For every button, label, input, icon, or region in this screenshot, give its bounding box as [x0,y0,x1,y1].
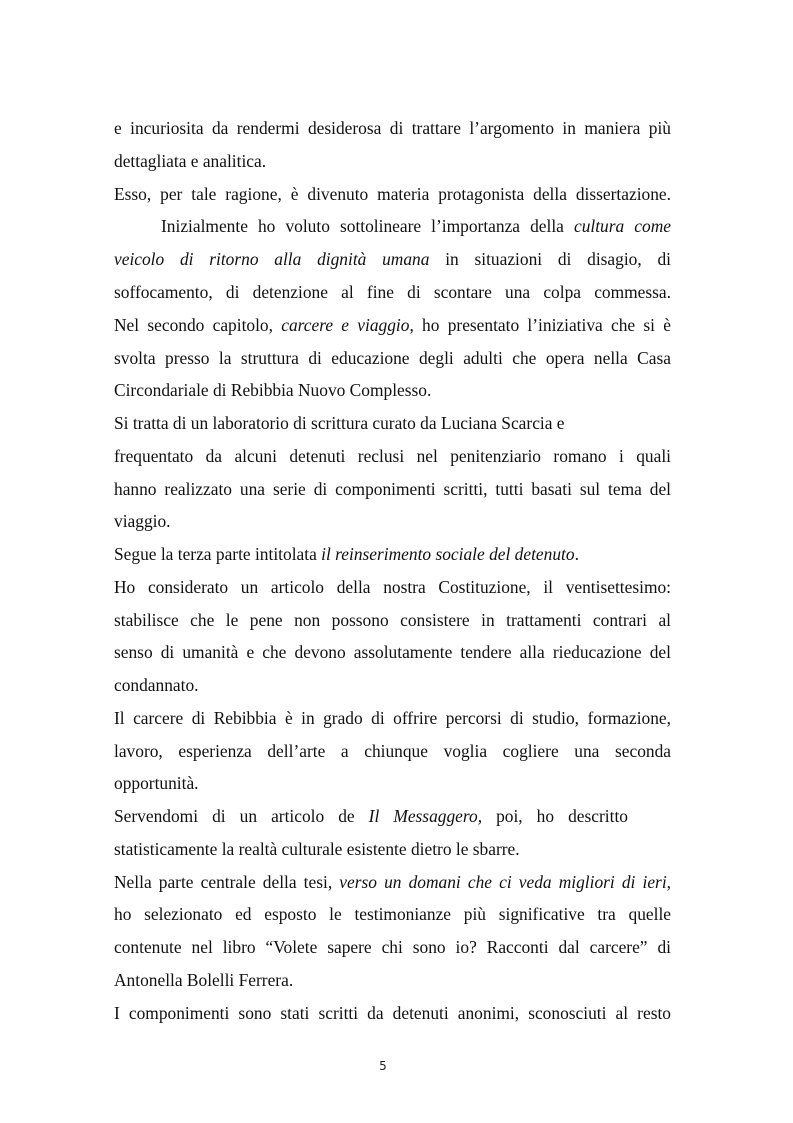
text-run: in situazioni di disagio, di [429,249,671,269]
text-line-05 [114,247,671,271]
text-run: I componimenti sono stati scritti da detenuti anonimi, sconosciuti al resto [114,1003,671,1023]
text-run: statisticamente la realtà culturale esistente dietro le sbarre. [114,839,520,859]
text-run: e incuriosita da rendermi desiderosa di trattare l’argomento in maniera più [114,118,671,138]
text-line-22 [114,804,628,828]
text-line-21 [114,771,199,795]
italic-phrase: veicolo di ritorno alla dignità umana [114,249,430,269]
text-run: opportunità. [114,773,199,793]
text-run: . [574,544,579,564]
text-run: Servendomi di un articolo de [114,806,369,826]
text-line-14 [114,542,579,566]
text-line-18 [114,673,199,697]
text-run: hanno realizzato una serie di componimenti scritti, tutti basati sul tema del [114,479,671,499]
text-line-09 [114,378,431,402]
text-line-02 [114,149,266,173]
text-line-25 [114,902,671,926]
text-run: Esso, per tale ragione, è divenuto materia protagonista della dissertazione. [114,184,671,204]
text-run: senso di umanità e che devono assolutamente tendere alla rieducazione del [114,642,671,662]
text-run: , ho presentato l’iniziativa che si è [409,315,671,335]
text-run: Nel secondo capitolo, [114,315,282,335]
text-run: ho selezionato ed esposto le testimonianze più significative tra quelle [114,904,671,924]
text-line-16 [114,608,671,632]
text-run: poi, ho descritto [482,806,628,826]
text-line-10 [114,411,565,435]
text-line-19 [114,706,671,730]
text-line-28 [114,1001,671,1025]
text-run: Si tratta di un laboratorio di scrittura curato da Luciana Scarcia e [114,413,565,433]
italic-phrase: il reinserimento sociale del detenuto [321,544,575,564]
text-run: Segue la terza parte intitolata [114,544,322,564]
text-run: Antonella Bolelli Ferrera. [114,970,294,990]
text-line-24 [114,870,671,894]
text-run: Nella parte centrale della tesi, [114,872,340,892]
text-run: viaggio. [114,511,171,531]
text-line-01 [114,116,671,140]
text-run: Ho considerato un articolo della nostra Costituzione, il ventisettesimo: [114,577,671,597]
text-line-27 [114,968,293,992]
text-line-08 [114,346,671,370]
text-run: contenute nel libro “Volete sapere chi sono io? Racconti dal carcere” di [114,937,671,957]
text-run: frequentato da alcuni detenuti reclusi nel penitenziario romano i quali [114,446,671,466]
text-run: svolta presso la struttura di educazione degli adulti che opera nella Casa [114,348,671,368]
text-run: Il carcere di Rebibbia è in grado di offrire percorsi di studio, formazione, [114,708,671,728]
italic-phrase: verso un domani che ci veda migliori di ieri, [339,872,671,892]
italic-phrase: Il Messaggero, [368,806,483,826]
text-line-15 [114,575,671,599]
text-run: Inizialmente ho voluto sottolineare l’importanza della [161,216,574,236]
text-line-17 [114,640,671,664]
italic-phrase: cultura come [573,216,671,236]
text-line-20 [114,739,671,763]
text-run: lavoro, esperienza dell’arte a chiunque voglia cogliere una seconda [114,741,671,761]
text-line-11 [114,444,671,468]
italic-phrase: carcere e viaggio [281,315,410,335]
text-line-23 [114,837,520,861]
text-line-12 [114,477,671,501]
text-line-26 [114,935,671,959]
text-run: soffocamento, di detenzione al fine di scontare una colpa commessa. [114,282,671,302]
text-line-07 [114,313,671,337]
text-line-13 [114,509,171,533]
text-line-03 [114,182,671,206]
text-run: stabilisce che le pene non possono consistere in trattamenti contrari al [114,610,671,630]
text-line-06 [114,280,671,304]
text-run: Circondariale di Rebibbia Nuovo Complesso. [114,380,432,400]
text-run: dettagliata e analitica. [114,151,267,171]
page-number: 5 [379,1059,387,1073]
text-run: condannato. [114,675,199,695]
text-line-04 [161,214,671,238]
